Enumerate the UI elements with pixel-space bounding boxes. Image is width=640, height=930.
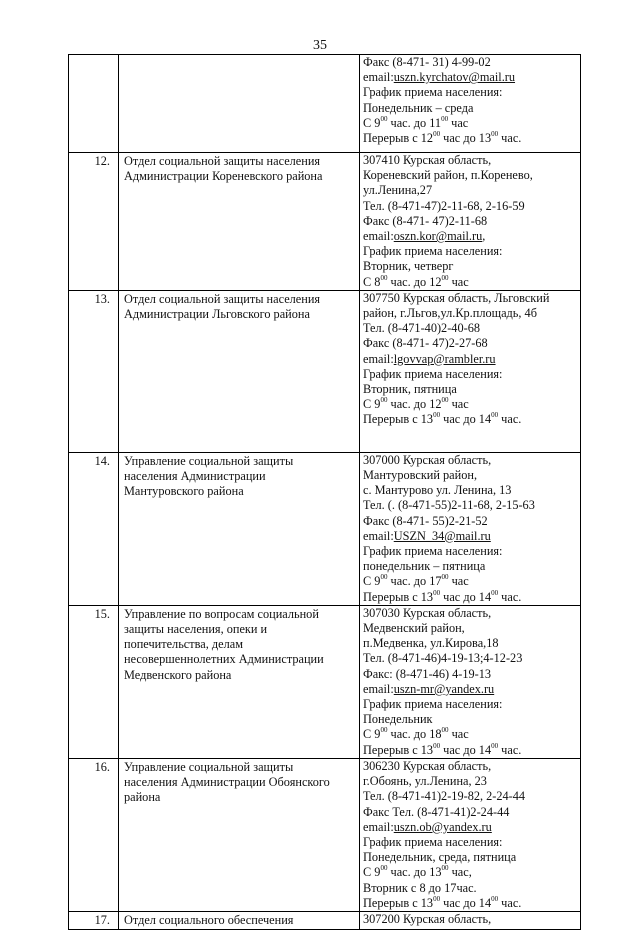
time-start-text: Перерыв с 13 [363, 742, 434, 757]
schedule-time-line [363, 896, 580, 911]
time-start-minutes: 00 [380, 865, 388, 873]
contact-info-line: 307410 Курская область, [363, 153, 492, 167]
contact-info-cell [360, 153, 581, 291]
contact-info-line: График приема населения: [363, 244, 503, 259]
time-start-minutes: 00 [433, 589, 441, 597]
schedule-time-line [363, 743, 580, 758]
contact-info-line: Медвенский район, [363, 621, 465, 636]
contact-info-line: Факс Тел. (8-471-41)2-24-44 [363, 804, 510, 819]
table-row [69, 452, 581, 605]
time-start-minutes: 00 [380, 727, 388, 735]
time-unit-text: час [448, 574, 469, 589]
contact-info-cell [360, 758, 581, 911]
email-link[interactable]: USZN_34@mail.ru [393, 528, 491, 543]
email-link[interactable]: uszn-mr@yandex.ru [393, 681, 495, 696]
schedule-time-line [363, 727, 580, 742]
time-end-minutes: 00 [441, 115, 449, 123]
row-number: 15. [94, 606, 110, 621]
time-unit-text: час. [498, 589, 522, 604]
time-end-text: час до 14 [440, 412, 492, 427]
contact-info-line: Тел. (8-471-47)2-11-68, 2-16-59 [363, 198, 525, 213]
time-end-minutes: 00 [441, 274, 449, 282]
contact-info-line: Мантуровский район, [363, 468, 478, 483]
row-number: 13. [94, 291, 110, 306]
time-end-minutes: 00 [441, 865, 449, 873]
contact-info-line: Тел. (8-471-46)4-19-13;4-12-23 [363, 651, 523, 666]
time-end-minutes: 00 [441, 727, 449, 735]
time-end-minutes: 00 [491, 131, 499, 139]
table-row [69, 55, 581, 153]
organization-name-line: населения Администрации [124, 469, 266, 484]
time-start-text: С 9 [363, 397, 381, 412]
time-end-text: час. до 12 [387, 274, 442, 289]
schedule-time-line [363, 574, 580, 589]
time-end-text: час до 14 [440, 742, 492, 757]
time-end-text: час. до 11 [387, 115, 442, 130]
email-label: email: [363, 819, 394, 834]
time-end-minutes: 00 [491, 895, 499, 903]
organization-name-line: Отдел социального обеспечения [124, 912, 294, 927]
row-number [69, 55, 110, 56]
time-start-minutes: 00 [380, 574, 388, 582]
time-start-minutes: 00 [380, 397, 388, 405]
contact-info-line: Факс (8-471- 47)2-27-68 [363, 336, 488, 351]
organization-name-line: Отдел социальной защиты населения [124, 291, 321, 306]
contact-info-line: 307000 Курская область, [363, 452, 492, 467]
time-unit-text: час. [498, 412, 522, 427]
organization-name-line: Администрации Кореневского района [124, 169, 323, 184]
email-line [363, 229, 580, 244]
time-start-minutes: 00 [433, 742, 441, 750]
contact-info-line: Понедельник, среда, пятница [363, 850, 517, 865]
time-end-text: час до 14 [440, 895, 492, 910]
contact-info-line: График приема населения: [363, 834, 503, 849]
schedule-time-line [363, 131, 580, 146]
time-end-text: час до 14 [440, 589, 492, 604]
email-label: email: [363, 528, 394, 543]
contact-info-line: ул.Ленина,27 [363, 183, 433, 198]
organization-name-cell [119, 911, 360, 929]
organization-name-line: района [124, 790, 161, 805]
contact-info-line: Вторник, четверг [363, 259, 454, 274]
table-row [69, 605, 581, 758]
contact-info-line: 306230 Курская область, [363, 758, 492, 773]
contact-info-line: 307750 Курская область, Льговский [363, 290, 550, 305]
schedule-time-line [363, 865, 580, 880]
email-line [363, 682, 580, 697]
organization-name-line: несовершеннолетних Администрации [124, 652, 324, 667]
organization-name-cell [119, 605, 360, 758]
time-unit-text: час, [448, 865, 472, 880]
email-line [363, 529, 580, 544]
email-link[interactable]: uszn.kyrchatov@mail.ru [393, 70, 516, 85]
row-number-cell [69, 911, 119, 929]
time-unit-text: час. [498, 131, 522, 146]
time-start-text: Перерыв с 13 [363, 412, 434, 427]
organization-name-line: попечительства, делам [124, 637, 243, 652]
email-label: email: [363, 70, 394, 85]
organization-name-line: защиты населения, опеки и [124, 622, 268, 637]
contact-info-line: Вторник с 8 до 17час. [363, 880, 477, 895]
time-end-minutes: 00 [441, 574, 449, 582]
table-row [69, 153, 581, 291]
time-end-minutes: 00 [441, 397, 449, 405]
organization-name-cell [119, 452, 360, 605]
organization-name-line: населения Администрации Обоянского [124, 775, 330, 790]
time-start-text: Перерыв с 13 [363, 895, 434, 910]
contact-info-line: Тел. (8-471-41)2-19-82, 2-24-44 [363, 789, 526, 804]
contact-info-cell [360, 452, 581, 605]
email-label: email: [363, 229, 394, 244]
email-suffix: , [482, 229, 486, 244]
time-end-text: час. до 18 [387, 727, 442, 742]
contact-info-cell [360, 911, 581, 929]
email-link[interactable]: uszn.ob@yandex.ru [393, 819, 492, 834]
time-unit-text: час. [498, 742, 522, 757]
organization-name-line: Медвенского района [124, 667, 232, 682]
row-number-cell [69, 758, 119, 911]
time-start-minutes: 00 [380, 274, 388, 282]
organization-name-line: Отдел социальной защиты населения [124, 154, 321, 168]
time-unit-text: час. [498, 895, 522, 910]
time-end-text: час. до 12 [387, 397, 442, 412]
contact-info-line: Факс (8-471- 55)2-21-52 [363, 513, 488, 528]
row-number-cell [69, 55, 119, 153]
organization-name-line: Мантуровского района [124, 484, 244, 499]
contact-info-cell [360, 55, 581, 153]
row-number-cell [69, 153, 119, 291]
contact-info-cell [360, 290, 581, 452]
contact-info-line: Факс: (8-471-46) 4-19-13 [363, 666, 492, 681]
time-start-text: С 9 [363, 727, 381, 742]
organization-name-cell [119, 153, 360, 291]
contact-info-line: п.Медвенка, ул.Кирова,18 [363, 636, 499, 651]
contact-info-line: Тел. (8-471-40)2-40-68 [363, 321, 480, 336]
contact-info-line: Тел. (. (8-471-55)2-11-68, 2-15-63 [363, 498, 535, 513]
time-start-minutes: 00 [433, 895, 441, 903]
email-label: email: [363, 351, 394, 366]
time-end-minutes: 00 [491, 742, 499, 750]
organization-name-cell [119, 290, 360, 452]
organization-name-cell [119, 758, 360, 911]
contact-info-line: район, г.Льгов,ул.Кр.площадь, 4б [363, 306, 537, 321]
organization-name-line: Управление социальной защиты [124, 453, 294, 468]
table-row [69, 911, 581, 929]
contact-info-line: понедельник – пятница [363, 559, 486, 574]
schedule-time-line [363, 275, 580, 290]
time-unit-text: час [448, 397, 469, 412]
contacts-table [68, 54, 581, 930]
contact-info-line: Факс (8-471- 47)2-11-68 [363, 213, 488, 228]
contact-info-line: График приема населения: [363, 544, 503, 559]
time-unit-text: час [448, 115, 469, 130]
schedule-time-line [363, 412, 580, 427]
time-start-text: С 9 [363, 115, 381, 130]
time-start-text: С 8 [363, 274, 381, 289]
time-end-text: час до 13 [440, 131, 492, 146]
contact-info-line: Понедельник – среда [363, 100, 474, 115]
email-link[interactable]: oszn.kor@mail.ru [393, 229, 483, 244]
time-start-text: С 9 [363, 574, 381, 589]
time-unit-text: час [448, 274, 469, 289]
row-number: 17. [94, 912, 110, 927]
organization-name-line: Управление социальной защиты [124, 759, 294, 774]
time-start-text: Перерыв с 12 [363, 131, 434, 146]
email-line [363, 352, 580, 367]
row-number-cell [69, 452, 119, 605]
contact-info-line: с. Мантурово ул. Ленина, 13 [363, 483, 512, 498]
contact-info-line: График приема населения: [363, 697, 503, 712]
schedule-time-line [363, 397, 580, 412]
organization-name-cell [119, 55, 360, 153]
schedule-time-line [363, 590, 580, 605]
email-label: email: [363, 681, 394, 696]
time-start-text: С 9 [363, 865, 381, 880]
table-body [69, 55, 581, 930]
time-unit-text: час [448, 727, 469, 742]
time-end-text: час. до 13 [387, 865, 442, 880]
row-number: 16. [94, 759, 110, 774]
contact-info-line: Понедельник [363, 712, 433, 727]
contact-info-line: г.Обоянь, ул.Ленина, 23 [363, 774, 487, 789]
email-link[interactable]: lgovvap@rambler.ru [393, 351, 496, 366]
contact-info-line: График приема населения: [363, 366, 503, 381]
email-line [363, 820, 580, 835]
contact-info-cell [360, 605, 581, 758]
schedule-time-line [363, 116, 580, 131]
organization-name-line: Управление по вопросам социальной [124, 606, 319, 621]
organization-name-line: Администрации Льговского района [124, 307, 310, 322]
time-start-minutes: 00 [433, 412, 441, 420]
row-number: 14. [94, 453, 110, 468]
row-number-cell [69, 605, 119, 758]
time-start-minutes: 00 [380, 115, 388, 123]
table-row [69, 758, 581, 911]
page-number: 35 [313, 38, 327, 53]
time-end-minutes: 00 [491, 412, 499, 420]
contact-info-line: Кореневский район, п.Коренево, [363, 168, 533, 183]
contact-info-line: График приема населения: [363, 85, 503, 100]
time-end-text: час. до 17 [387, 574, 442, 589]
contact-info-line: Вторник, пятница [363, 382, 457, 397]
row-number: 12. [94, 154, 110, 168]
contact-info-line: Факс (8-471- 31) 4-99-02 [363, 55, 491, 69]
time-start-text: Перерыв с 13 [363, 589, 434, 604]
row-number-cell [69, 290, 119, 452]
time-end-minutes: 00 [491, 589, 499, 597]
contact-info-line: 307030 Курская область, [363, 605, 492, 620]
time-start-minutes: 00 [433, 131, 441, 139]
email-line [363, 70, 580, 85]
contact-info-line: 307200 Курская область, [363, 911, 492, 926]
table-row [69, 290, 581, 452]
